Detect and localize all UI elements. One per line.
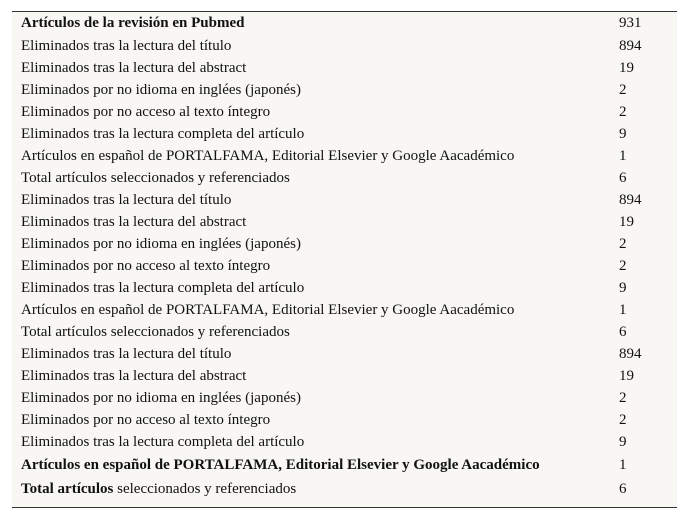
table-row [12, 79, 677, 101]
row-label: Eliminados tras la lectura del título [21, 38, 232, 54]
row-label: Eliminados por no acceso al texto íntegro [21, 104, 271, 120]
table-row [12, 343, 677, 365]
row-count: 9 [619, 434, 627, 450]
table-row [12, 255, 677, 277]
table-row [12, 57, 677, 79]
table-row [12, 299, 677, 321]
table-row [12, 387, 677, 409]
row-label: Total artículos seleccionados y referenciados [21, 170, 290, 186]
row-count: 1 [619, 148, 627, 164]
row-label: Artículos en español de PORTALFAMA, Editorial Elsevier y Google Aacadémico [21, 302, 515, 318]
row-count: 6 [619, 324, 627, 340]
row-count: 19 [619, 214, 634, 230]
row-label: Eliminados por no idioma en inglées (japonés) [21, 236, 301, 252]
row-count: 9 [619, 126, 627, 142]
row-count: 2 [619, 236, 627, 252]
table-row [12, 123, 677, 145]
table-row [12, 321, 677, 343]
row-label: Artículos en español de PORTALFAMA, Editorial Elsevier y Google Aacadémico [21, 457, 540, 473]
results-table-grid [12, 12, 677, 501]
row-count: 1 [619, 302, 627, 318]
results-table [12, 11, 677, 508]
row-count: 894 [619, 192, 642, 208]
row-label: Eliminados tras la lectura completa del artículo [21, 280, 305, 296]
row-count: 9 [619, 280, 627, 296]
row-count-total: 6 [619, 481, 627, 497]
row-count: 894 [619, 38, 642, 54]
row-label: Eliminados tras la lectura completa del artículo [21, 434, 305, 450]
table-row [12, 409, 677, 431]
table-row [12, 101, 677, 123]
row-label: Eliminados tras la lectura del abstract [21, 60, 247, 76]
row-label: Eliminados tras la lectura del título [21, 192, 232, 208]
row-count: 2 [619, 104, 627, 120]
row-count: 2 [619, 412, 627, 428]
row-label: Artículos en español de PORTALFAMA, Editorial Elsevier y Google Aacadémico [21, 148, 515, 164]
row-label: Eliminados por no acceso al texto íntegro [21, 258, 271, 274]
table-row [12, 453, 677, 477]
row-label: Eliminados tras la lectura del abstract [21, 368, 247, 384]
row-count: 931 [619, 15, 642, 31]
row-count: 894 [619, 346, 642, 362]
table-row [12, 35, 677, 57]
table-row [12, 189, 677, 211]
table-row [12, 277, 677, 299]
table-row-total [12, 477, 677, 501]
row-label-total-rest: seleccionados y referenciados [113, 481, 297, 497]
table-row [12, 12, 677, 35]
row-count: 2 [619, 82, 627, 98]
row-count: 19 [619, 368, 634, 384]
table-row [12, 145, 677, 167]
table-row [12, 233, 677, 255]
row-count: 19 [619, 60, 634, 76]
row-label: Artículos de la revisión en Pubmed [21, 15, 245, 31]
row-label: Total artículos seleccionados y referenciados [21, 324, 290, 340]
row-label: Eliminados tras la lectura completa del artículo [21, 126, 305, 142]
table-row [12, 211, 677, 233]
row-label-total-bold: Total artículos [21, 481, 114, 497]
row-count: 1 [619, 457, 627, 473]
row-label: Eliminados tras la lectura del título [21, 346, 232, 362]
row-count: 2 [619, 390, 627, 406]
row-count: 6 [619, 170, 627, 186]
table-row [12, 167, 677, 189]
table-row [12, 431, 677, 453]
table-row [12, 365, 677, 387]
row-label: Eliminados por no idioma en inglées (japonés) [21, 82, 301, 98]
row-label: Eliminados tras la lectura del abstract [21, 214, 247, 230]
row-label-total [12, 477, 619, 501]
row-label: Eliminados por no acceso al texto íntegro [21, 412, 271, 428]
row-count: 2 [619, 258, 627, 274]
row-label: Eliminados por no idioma en inglées (japonés) [21, 390, 301, 406]
